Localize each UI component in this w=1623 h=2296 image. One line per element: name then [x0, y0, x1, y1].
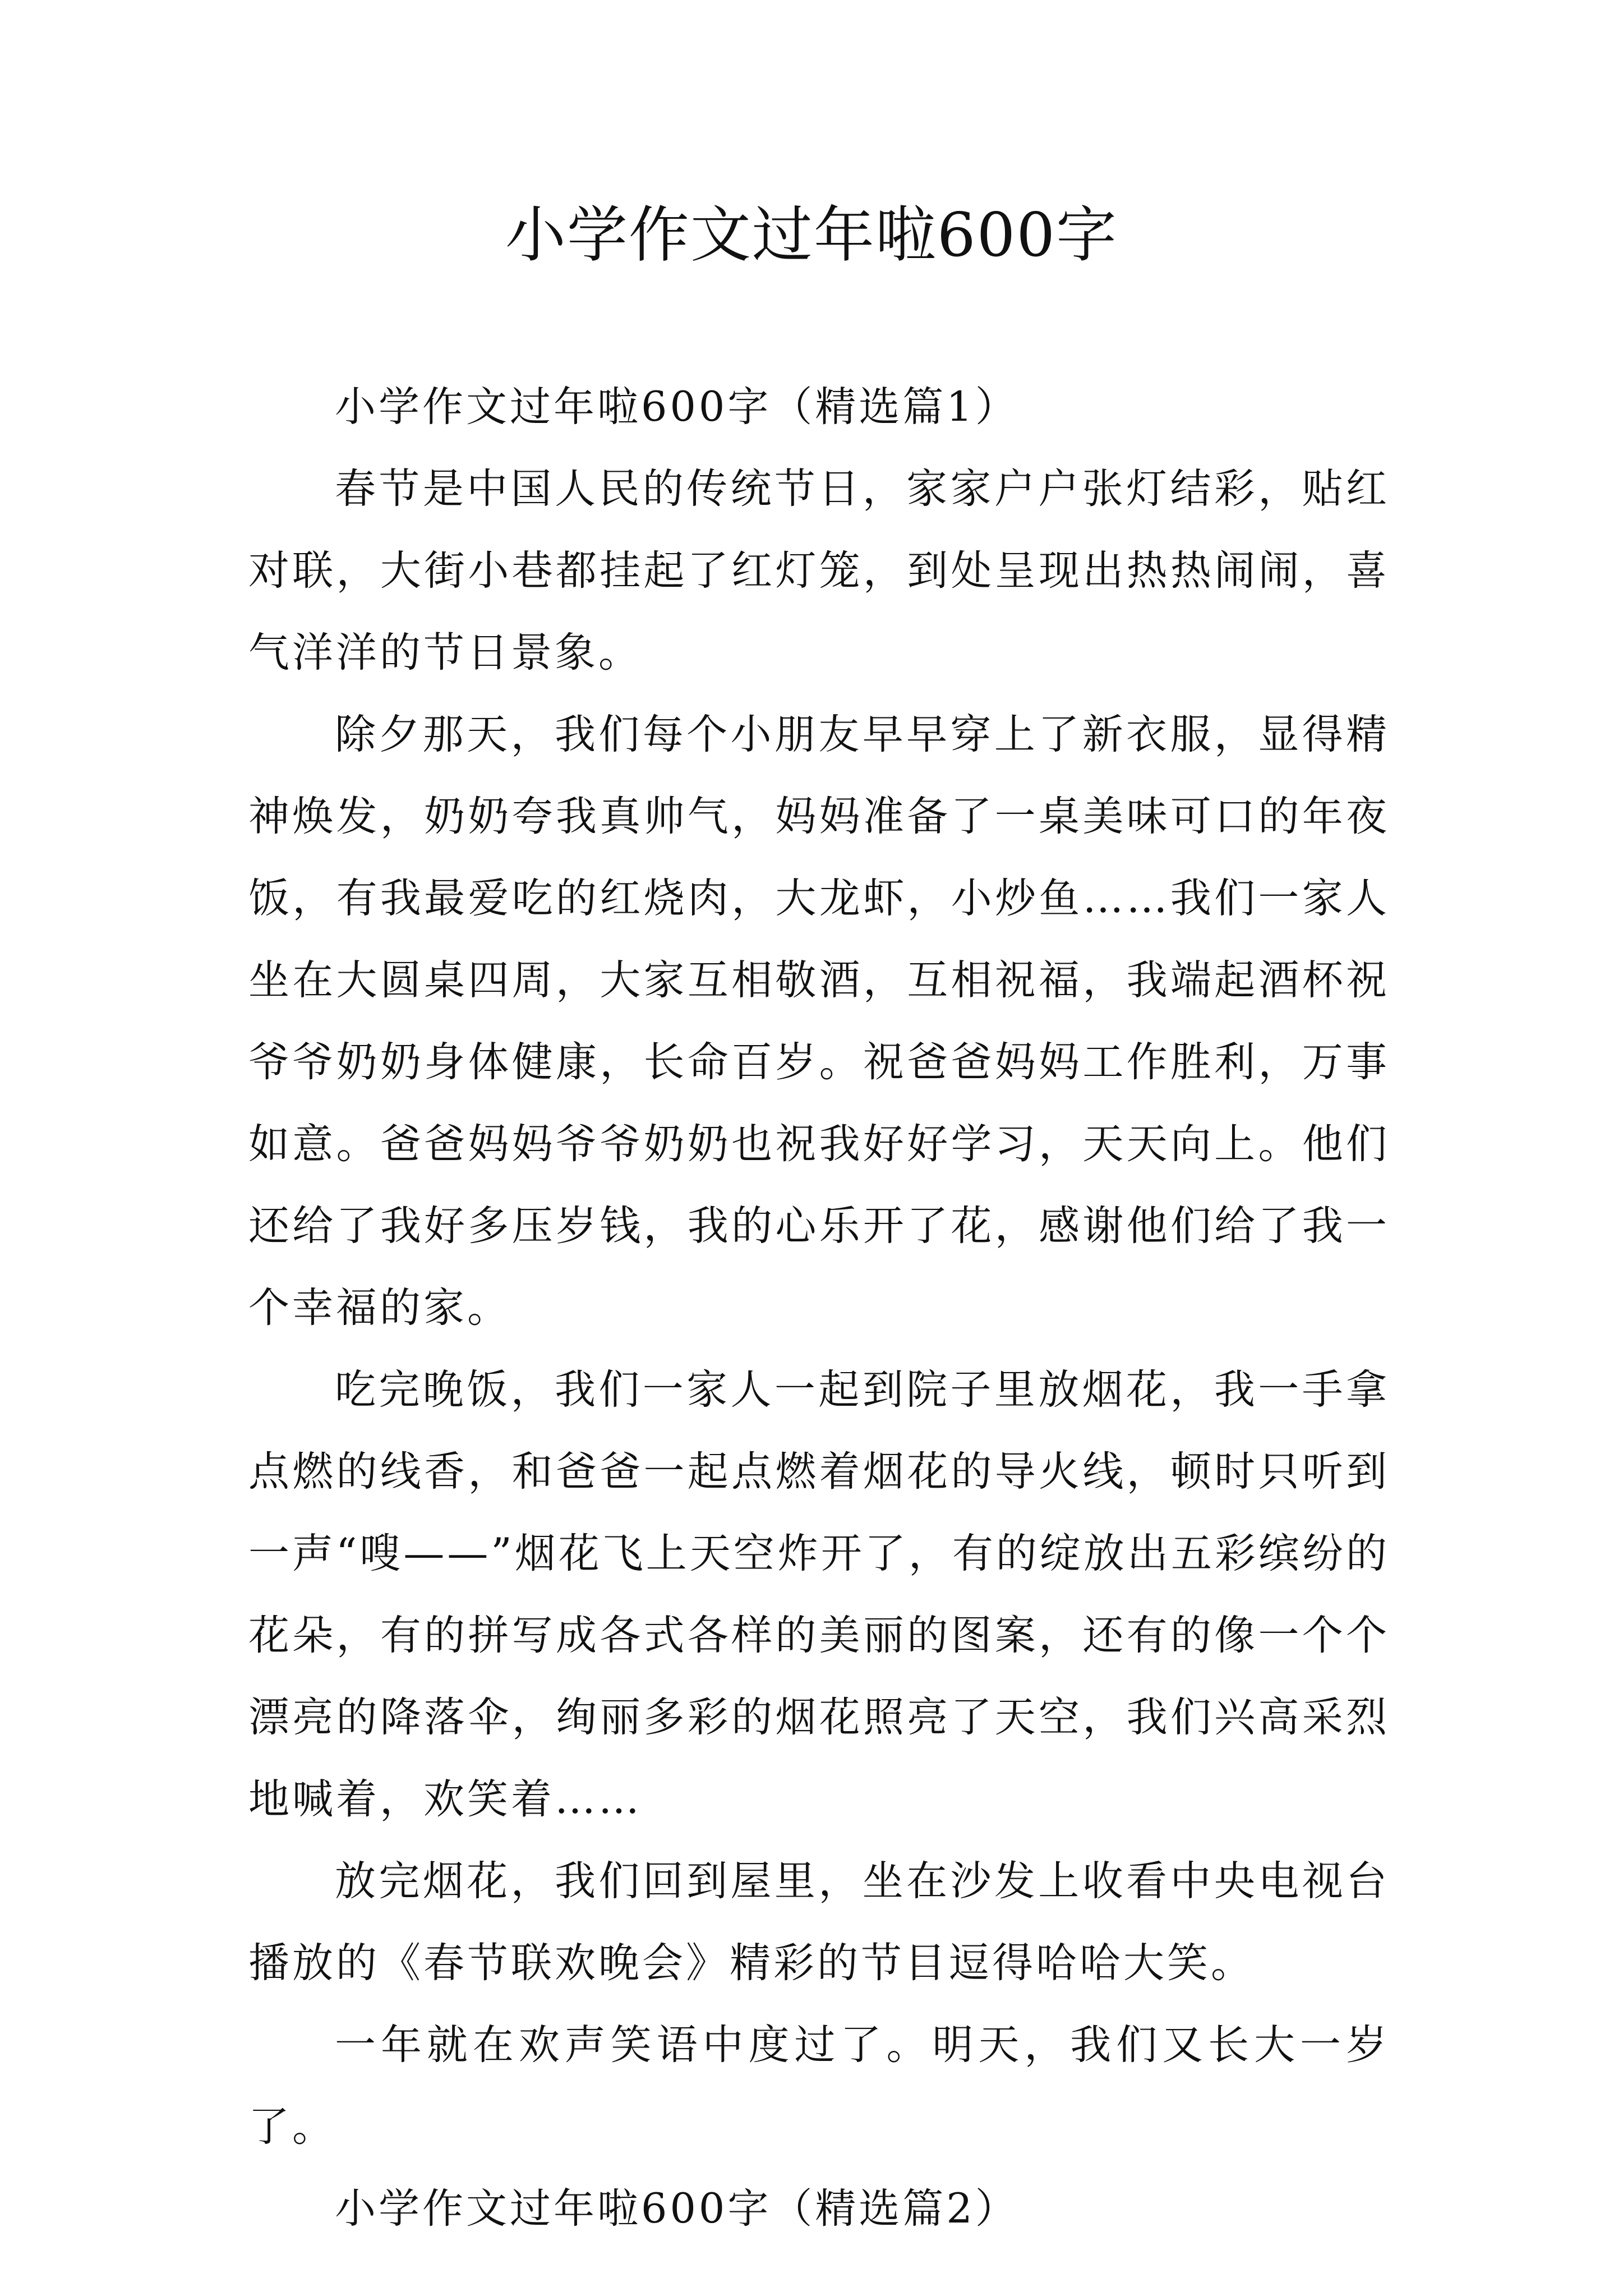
paragraph-fireworks: 吃完晚饭，我们一家人一起到院子里放烟花，我一手拿点燃的线香，和爸爸一起点燃着烟花的导火线，顿时只听到一声“嗖——”烟花飞上天空炸开了，有的绽放出五彩缤纷的花朵，有的拼写成各式各样的美丽的图案，还有的像一个个漂亮的降落伞，绚丽多彩的烟花照亮了天空，我们兴高采烈地喊着，欢笑着……	[248, 1366, 1390, 1823]
paragraph-gala: 放完烟花，我们回到屋里，坐在沙发上收看中央电视台播放的《春节联欢晚会》精彩的节目逗得哈哈大笑。	[248, 1857, 1390, 1987]
section-heading-1: 小学作文过年啦600字（精选篇1）	[335, 383, 1019, 431]
document-title: 小学作文过年啦600字	[505, 200, 1118, 270]
paragraph-closing: 一年就在欢声笑语中度过了。明天，我们又长大一岁了。	[248, 2021, 1390, 2151]
paragraph-spring-festival: 春节是中国人民的传统节日，家家户户张灯结彩，贴红对联，大街小巷都挂起了红灯笼，到处呈现出热热闹闹，喜气洋洋的节日景象。	[248, 465, 1390, 677]
paragraph-new-years-eve: 除夕那天，我们每个小朋友早早穿上了新衣服，显得精神焕发，奶奶夸我真帅气，妈妈准备了一桌美味可口的年夜饭，有我最爱吃的红烧肉，大龙虾，小炒鱼……我们一家人坐在大圆桌四周，大家互相敬酒，互相祝福，我端起酒杯祝爷爷奶奶身体健康，长命百岁。祝爸爸妈妈工作胜利，万事如意。爸爸妈妈爷爷奶奶也祝我好好学习，天天向上。他们还给了我好多压岁钱，我的心乐开了花，感谢他们给了我一个幸福的家。	[248, 711, 1390, 1332]
section-heading-2: 小学作文过年啦600字（精选篇2）	[335, 2185, 1019, 2233]
document-body	[248, 366, 1390, 2250]
